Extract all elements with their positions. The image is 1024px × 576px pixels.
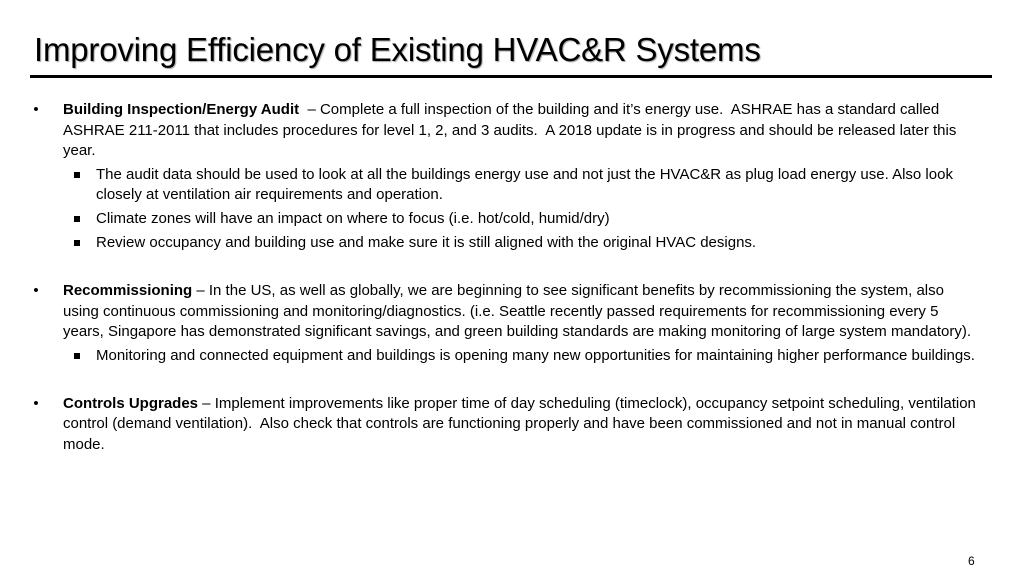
title-divider (30, 75, 992, 78)
sub-bullet-list (63, 346, 980, 367)
sub-bullet-item (63, 233, 980, 254)
bullet-text: – Complete a full inspection of the building and it’s energy use. ASHRAE has a standard called ASHRAE 211-2011 that includes procedures for level 1, 2, and 3 audits. A 2018 update is in progress and should be released later this year. (63, 101, 961, 159)
sub-bullet-item (63, 346, 980, 367)
bullet-heading: Controls Upgrades (63, 394, 199, 412)
bullet-controls-upgrades (30, 394, 980, 456)
bullet-text: – In the US, as well as globally, we are beginning to see significant benefits by recommissioning the system, also using continuous commissioning and monitoring/diagnostics. (i.e. Seattle recently passed requirements for recommissioning every 5 years, Singapore has demonstrated significant savings, and green building standards are making monitoring of large system mandatory). (63, 282, 971, 340)
slide-body (30, 100, 980, 455)
sub-bullet-text: The audit data should be used to look at all the buildings energy use and not just the HVAC&R as plug load energy use. Also look closely at ventilation air requirements and operation. (96, 165, 953, 203)
page-number: 6 (968, 554, 975, 568)
square-bullet-icon (74, 216, 80, 222)
bullet-dot-icon: • (33, 101, 39, 118)
bullet-heading: Building Inspection/Energy Audit (63, 101, 300, 118)
sub-bullet-text: Monitoring and connected equipment and buildings is opening many new opportunities for maintaining higher performance buildings. (96, 346, 975, 364)
sub-bullet-text: Climate zones will have an impact on where to focus (i.e. hot/cold, humid/dry) (96, 210, 610, 227)
sub-bullet-list (63, 165, 980, 254)
bullet-recommissioning (30, 281, 980, 366)
bullet-dot-icon: • (33, 282, 39, 299)
sub-bullet-text: Review occupancy and building use and make sure it is still aligned with the original HVAC designs. (96, 234, 757, 251)
sub-bullet-item (63, 209, 980, 230)
square-bullet-icon (74, 240, 80, 246)
slide-title: Improving Efficiency of Existing HVAC&R Systems (34, 31, 761, 68)
bullet-building-inspection (30, 100, 980, 254)
bullet-text: – Implement improvements like proper time of day scheduling (timeclock), occupancy setpoint scheduling, ventilation control (demand ventilation). Also check that controls are functioning properly and have been commissioned and not in manual control mode. (63, 394, 981, 453)
square-bullet-icon (74, 353, 80, 359)
bullet-heading: Recommissioning (63, 282, 193, 299)
bullet-dot-icon: • (33, 394, 39, 412)
sub-bullet-item (63, 165, 980, 206)
square-bullet-icon (74, 172, 80, 178)
